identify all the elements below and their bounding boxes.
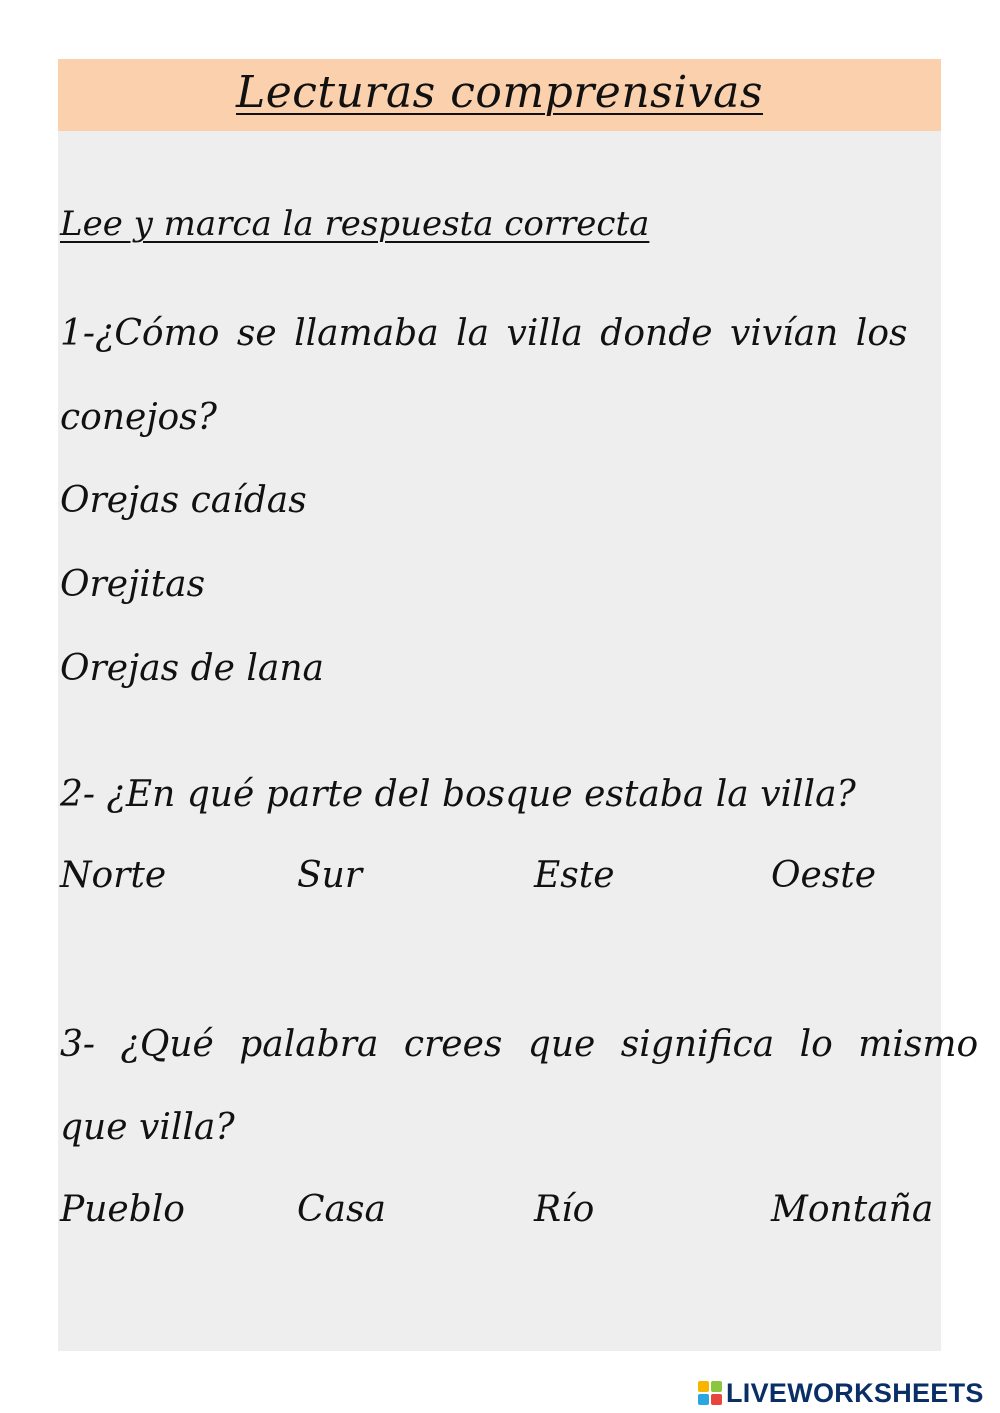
question-1-option-2[interactable]: Orejitas (60, 564, 206, 605)
logo-square-icon (698, 1381, 709, 1392)
question-1-text: 1-¿Cómo se llamaba la villa donde vivían los (60, 313, 908, 354)
question-1-option-3[interactable]: Orejas de lana (60, 648, 324, 689)
question-3-option-4[interactable]: Montaña (771, 1189, 934, 1230)
liveworksheets-logo (698, 1376, 984, 1410)
question-2-option-3[interactable]: Este (534, 855, 615, 896)
question-3-option-3[interactable]: Río (534, 1189, 595, 1230)
logo-square-icon (711, 1381, 722, 1392)
question-2-text: 2- ¿En qué parte del bosque estaba la villa? (60, 774, 856, 815)
liveworksheets-wordmark: LIVEWORKSHEETS (726, 1377, 984, 1408)
logo-square-icon (698, 1394, 709, 1405)
question-2-option-2[interactable]: Sur (297, 855, 363, 896)
question-1-text-continued: conejos? (60, 397, 217, 438)
question-3-text-continued: que villa? (60, 1107, 235, 1148)
logo-square-icon (711, 1394, 722, 1405)
instruction-text: Lee y marca la respuesta correcta (60, 204, 650, 244)
question-1-option-1[interactable]: Orejas caídas (60, 480, 307, 521)
title-banner (58, 59, 941, 131)
worksheet-title: Lecturas comprensivas (235, 67, 763, 118)
worksheet-page (58, 59, 979, 1351)
question-3-option-2[interactable]: Casa (297, 1189, 386, 1230)
question-3-text: 3- ¿Qué palabra crees que significa lo mismo (60, 1024, 979, 1065)
question-2-option-4[interactable]: Oeste (771, 855, 877, 896)
question-2-option-1[interactable]: Norte (60, 855, 167, 896)
question-3-option-1[interactable]: Pueblo (60, 1189, 185, 1230)
liveworksheets-icon (698, 1381, 722, 1405)
